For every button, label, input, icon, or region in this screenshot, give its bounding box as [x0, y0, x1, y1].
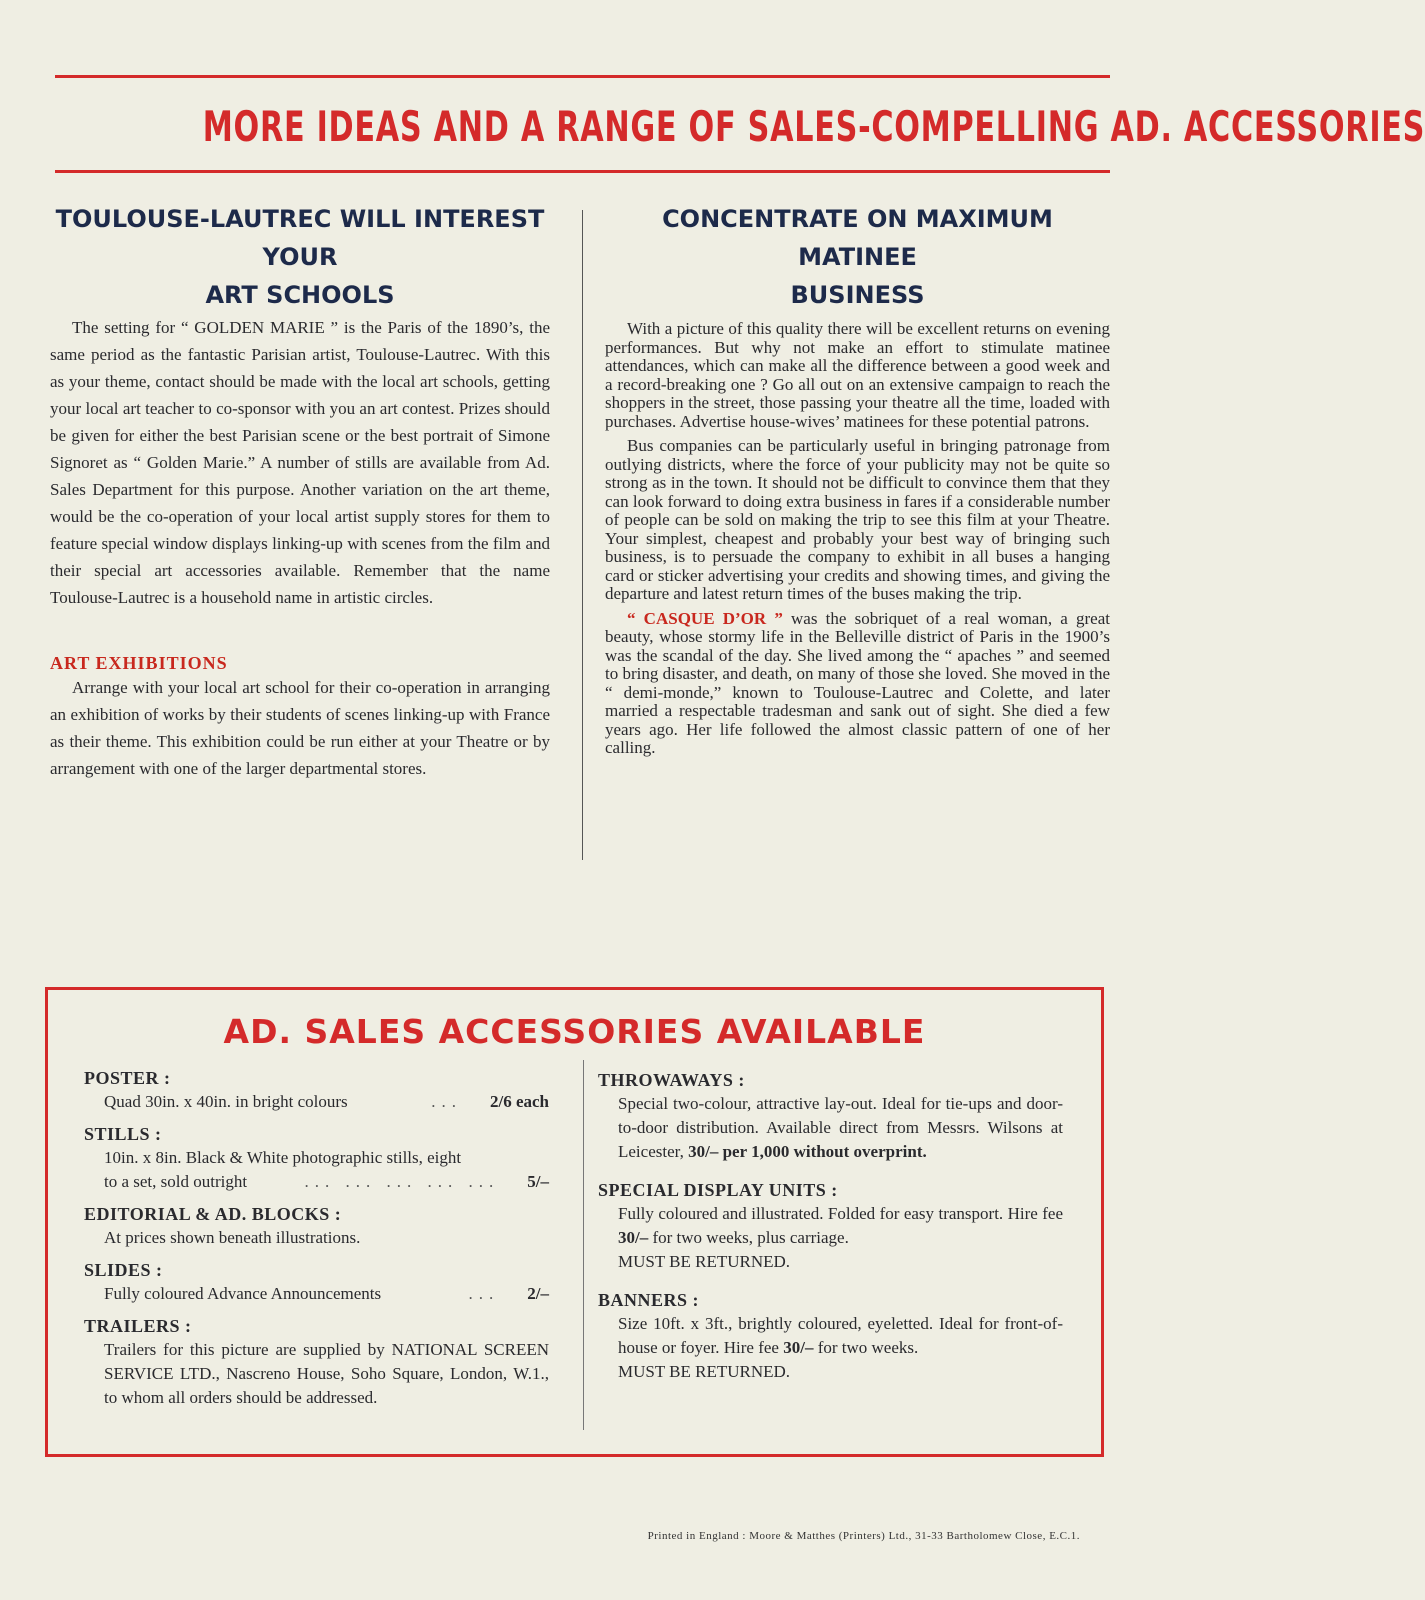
banners-desc-1: Size 10ft. x 3ft., brightly coloured, eyeletted. Ideal for front-of-house or foyer. Hire fee — [618, 1314, 1063, 1357]
display-desc-1: Fully coloured and illustrated. Folded for easy transport. Hire fee — [618, 1204, 1063, 1223]
stills-dots: ... ... ... ... ... — [304, 1172, 500, 1191]
poster-label: POSTER : — [84, 1068, 171, 1088]
display-note: MUST BE RETURNED. — [618, 1252, 791, 1271]
right-column — [605, 200, 1110, 758]
accessories-left-column — [84, 1058, 549, 1410]
page-banner-title: MORE IDEAS AND A RANGE OF SALES-COMPELLING AD. ACCESSORIES — [202, 102, 1425, 151]
blocks-label: EDITORIAL & AD. BLOCKS : — [84, 1204, 342, 1224]
stills-line — [84, 1170, 549, 1194]
left-column — [50, 200, 550, 782]
column-divider — [582, 210, 583, 860]
poster-line — [84, 1090, 549, 1114]
left-heading-line2: ART SCHOOLS — [205, 281, 395, 309]
trailers-desc: Trailers for this picture are supplied by NATIONAL SCREEN SERVICE LTD., Nascreno House, Soho Square, London, W.1., to whom all orders should be addressed. — [104, 1340, 549, 1407]
art-exhibitions-subheading: ART EXHIBITIONS — [50, 653, 228, 673]
stills-price: 5/– — [527, 1172, 549, 1191]
slides-line — [84, 1282, 549, 1306]
poster-dots: ... — [431, 1092, 462, 1111]
banners-label: BANNERS : — [598, 1290, 700, 1310]
blocks-desc: At prices shown beneath illustrations. — [104, 1228, 361, 1247]
banners-fee: 30/– — [783, 1338, 814, 1357]
display-units-label: SPECIAL DISPLAY UNITS : — [598, 1180, 838, 1200]
accessories-box — [45, 987, 1104, 1457]
display-desc-2: for two weeks, plus carriage. — [652, 1228, 849, 1247]
banners-desc-2: for two weeks. — [817, 1338, 919, 1357]
throwaways-label: THROWAWAYS : — [598, 1070, 745, 1090]
throwaways-block — [598, 1092, 1063, 1164]
right-heading — [605, 200, 1110, 314]
left-heading-line1: TOULOUSE-LAUTREC WILL INTEREST YOUR — [55, 205, 545, 271]
poster-desc: Quad 30in. x 40in. in bright colours — [104, 1092, 348, 1111]
slides-price: 2/– — [527, 1284, 549, 1303]
accessories-title: AD. SALES ACCESSORIES AVAILABLE — [223, 1012, 926, 1051]
left-heading — [50, 200, 550, 314]
throwaways-price: 30/– per 1,000 without overprint. — [688, 1142, 927, 1161]
art-exhibitions-text: Arrange with your local art school for their co-operation in arranging an exhibition of works by their students of scenes linking-up with France as their theme. This exhibition could be run either at your Theatre or by arrangement with one of the larger departmental stores. — [50, 678, 550, 778]
right-heading-line1: CONCENTRATE ON MAXIMUM MATINEE — [662, 205, 1053, 271]
throwaways-desc: Special two-colour, attractive lay-out. Ideal for tie-ups and door-to-door distribution. Available direct from Messrs. Wilsons at Leicester, — [618, 1094, 1063, 1161]
banners-note: MUST BE RETURNED. — [618, 1362, 791, 1381]
accessories-right-column — [598, 1060, 1063, 1384]
banner-bottom-rule — [55, 170, 1110, 173]
casque-dor-text: was the sobriquet of a real woman, a great beauty, whose stormy life in the Belleville district of Paris in the 1900’s was the scandal of the day. She lived among the “ apaches ” and seemed to bring disaster, and death, on many of those she loved. She moved in the “ demi-monde,” known to Toulouse-Lautrec and Colette, and later married a respectable tradesman and sank out of sight. She died a few years ago. Her life followed the almost classic pattern of one of her calling. — [605, 608, 1110, 757]
stills-desc-line1: 10in. x 8in. Black & White photographic stills, eight — [104, 1148, 462, 1167]
slides-label: SLIDES : — [84, 1260, 163, 1280]
casque-dor-paragraph — [605, 610, 1110, 758]
display-fee: 30/– — [618, 1228, 649, 1247]
trailers-label: TRAILERS : — [84, 1316, 192, 1336]
casque-dor-lead: “ CASQUE D’OR ” — [627, 608, 783, 628]
display-units-block — [598, 1202, 1063, 1274]
matinee-paragraph-2: Bus companies can be particularly useful in bringing patronage from outlying districts, where the force of your publicity may not be quite so strong as in the town. It should not be difficult to convince them that they can look forward to doing extra business in fares if a considerable number of people can be sold on making the trip to see this film at your Theatre. Your simplest, cheapest and probably your best way of bringing such business, is to persuade the company to exhibit in all buses a hanging card or sticker advertising your credits and showing times, and giving the departure and latest return times of the buses making the trip. — [605, 436, 1110, 603]
printer-imprint: Printed in England : Moore & Matthes (Printers) Ltd., 31-33 Bartholomew Close, E.C.1. — [647, 1530, 1080, 1542]
stills-desc-line2: to a set, sold outright — [104, 1172, 248, 1191]
slides-dots: ... — [468, 1284, 500, 1303]
left-body-text: The setting for “ GOLDEN MARIE ” is the Paris of the 1890’s, the same period as the fantastic Parisian artist, Toulouse-Lautrec. With this as your theme, contact should be made with the local art schools, getting your local art teacher to co-sponsor with you an art contest. Prizes should be given for either the best Parisian scene or the best portrait of Simone Signoret as “ Golden Marie.” A number of stills are available from Ad. Sales Department for this purpose. Another variation on the art theme, would be the co-operation of your local artist supply stores for them to feature special window displays linking-up with scenes from the film and their special art accessories available. Remember that the name Toulouse-Lautrec is a household name in artistic circles. — [50, 318, 550, 607]
slides-desc: Fully coloured Advance Announcements — [104, 1284, 382, 1303]
top-red-rule — [55, 75, 1110, 78]
accessories-divider — [583, 1060, 584, 1430]
matinee-paragraph-1: With a picture of this quality there will be excellent returns on evening performances. But why not make an effort to stimulate matinee attendances, which can make all the difference between a good week and a record-breaking one ? Go all out on an extensive campaign to reach the shoppers in the street, those passing your theatre all the time, loaded with purchases. Advertise house-wives’ matinees for these potential patrons. — [605, 319, 1110, 431]
poster-price: 2/6 each — [489, 1092, 549, 1111]
right-heading-line2: BUSINESS — [790, 281, 925, 309]
stills-label: STILLS : — [84, 1124, 162, 1144]
banners-block — [598, 1312, 1063, 1384]
